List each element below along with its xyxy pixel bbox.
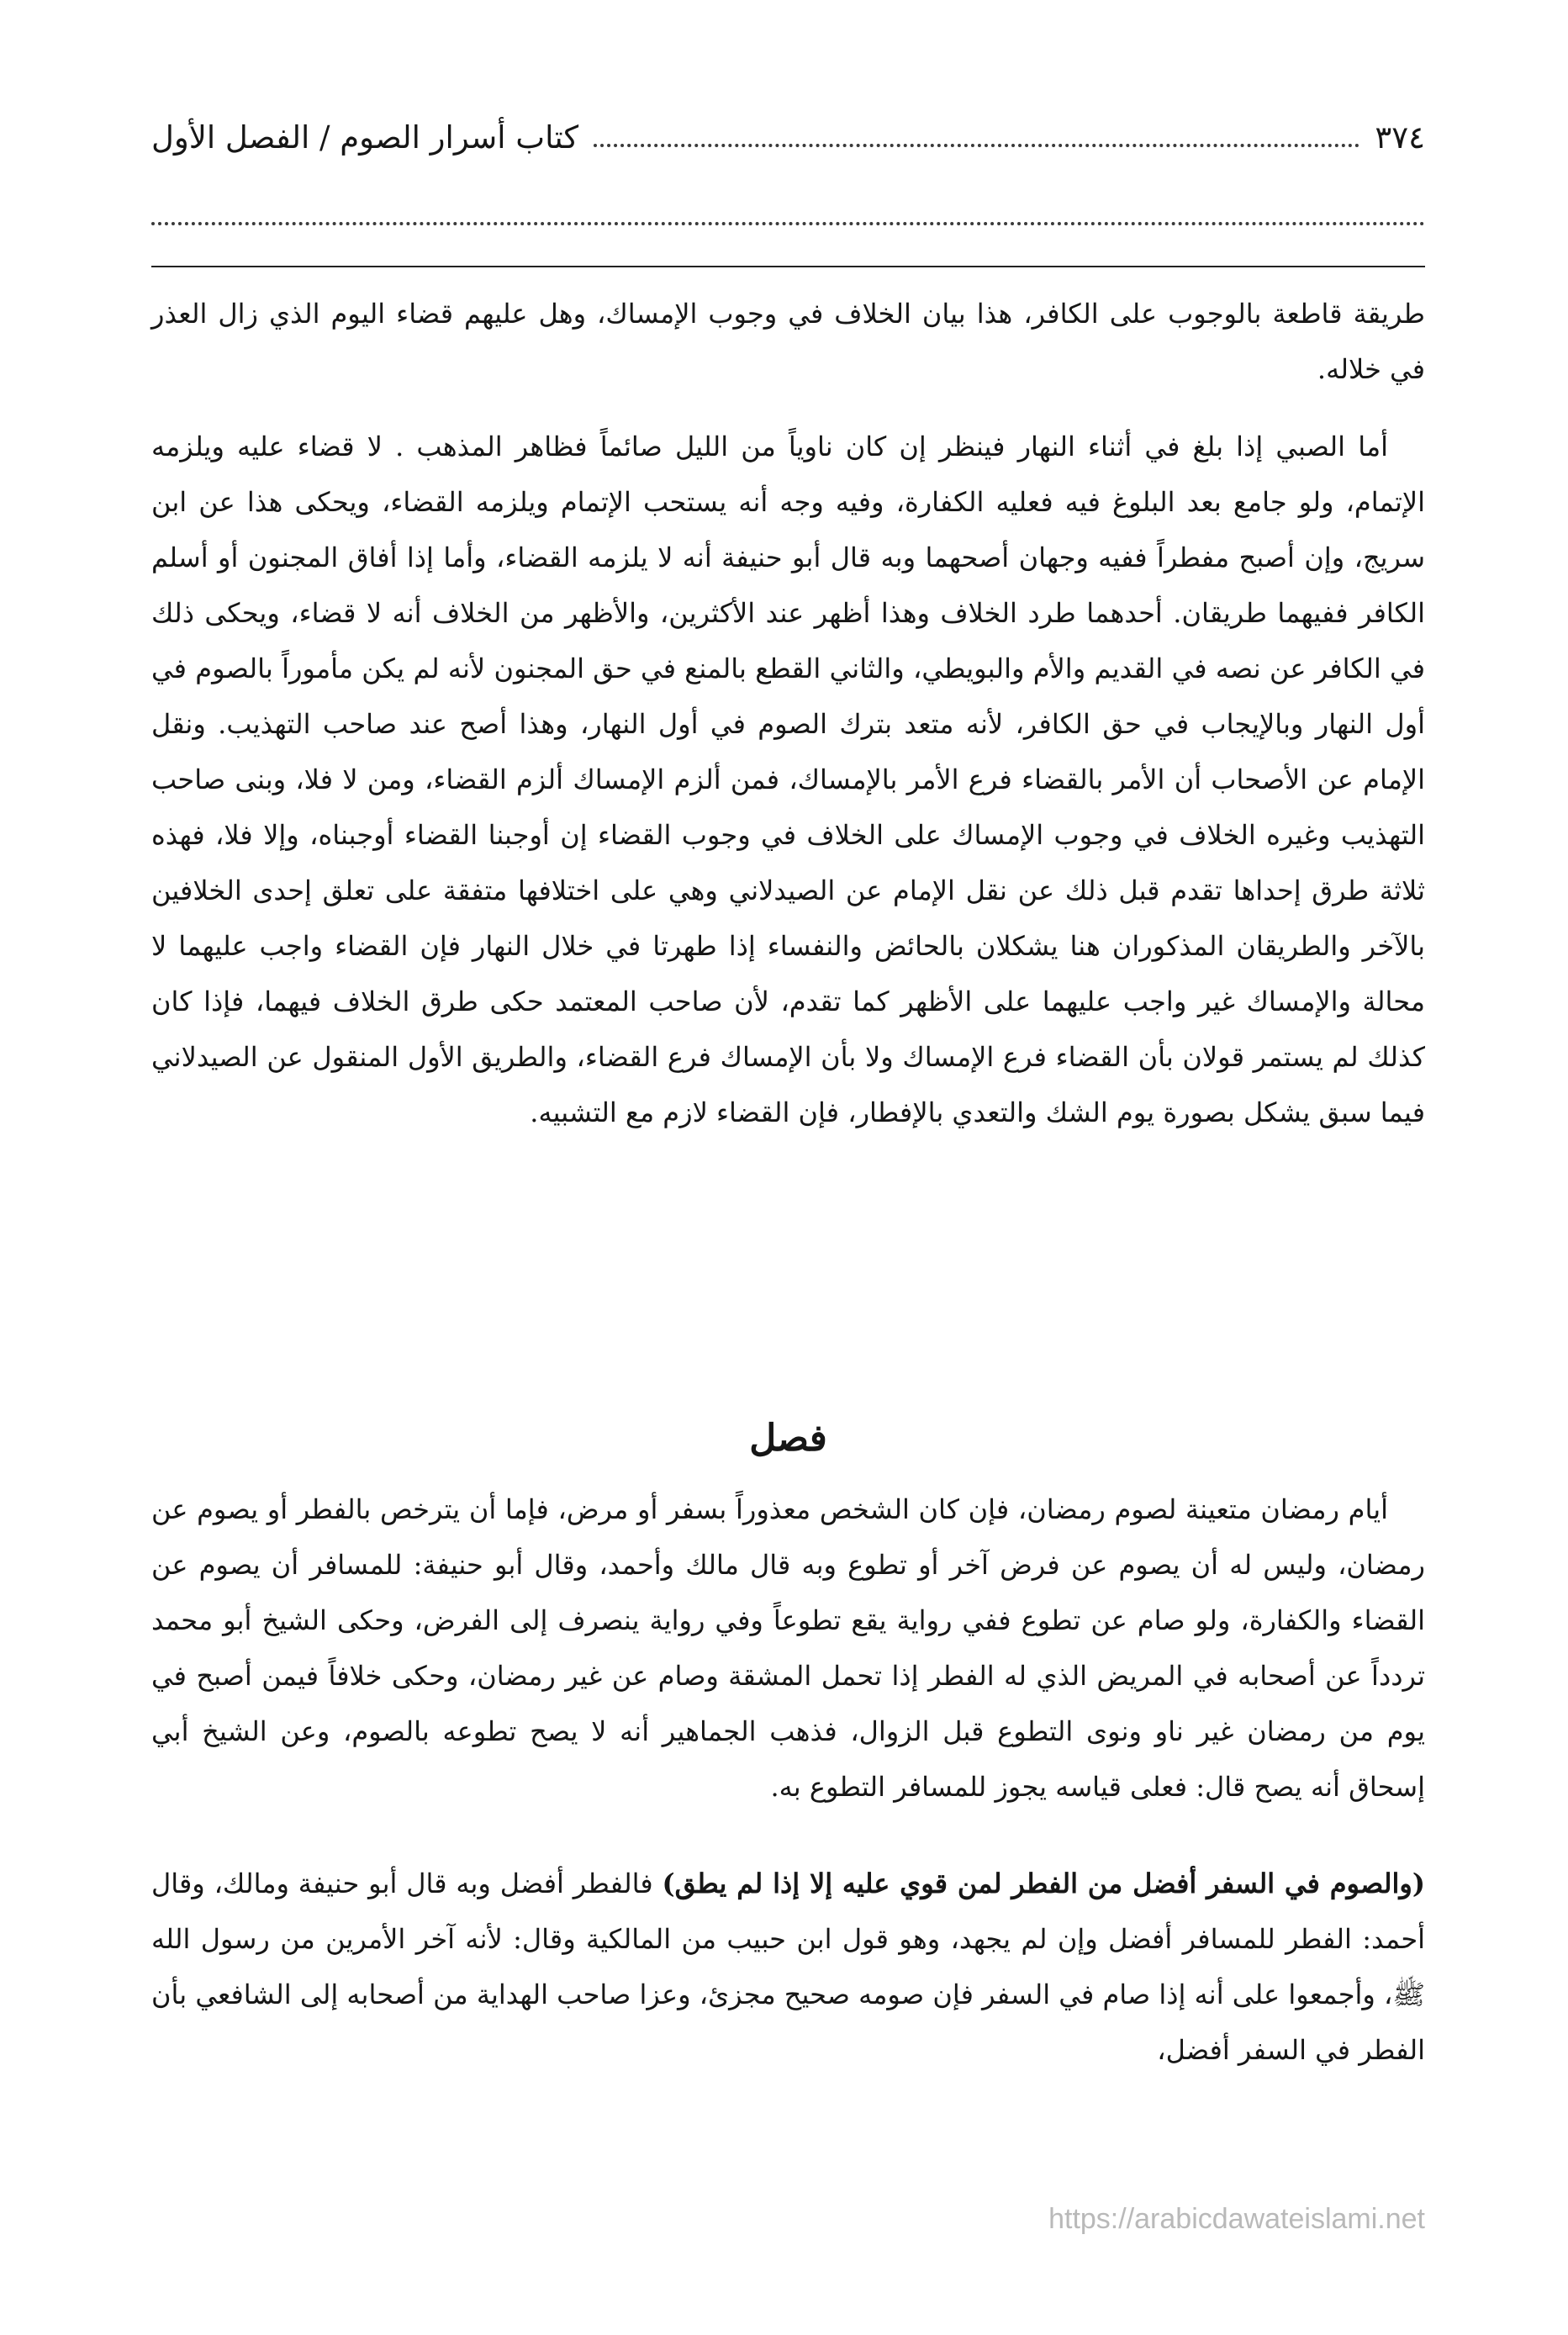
paragraph-4	[151, 1856, 1425, 2078]
chapter-title: كتاب أسرار الصوم / الفصل الأول	[151, 119, 579, 156]
paragraph-block	[151, 1856, 1425, 2078]
paragraph-3: أيام رمضان متعينة لصوم رمضان، فإن كان الشخص معذوراً بسفر أو مرض، فإما أن يترخص بالفطر أو يصوم عن رمضان، وليس له أن يصوم عن فرض آخر أو تطوع وبه قال مالك وأحمد، وقال أبو حنيفة: للمسافر أن يصوم عن القضاء والكفارة، ولو صام عن تطوع ففي رواية يقع تطوعاً وفي رواية ينصرف إلى الفرض، وحكى الشيخ أبو محمد تردداً عن أصحابه في المريض الذي له الفطر إذا تحمل المشقة وصام عن غير رمضان، وحكى خلافاً فيمن أصبح في يوم من رمضان غير ناو ونوى التطوع قبل الزوال، فذهب الجماهير أنه لا يصح تطوعه بالصوم، وعن الشيخ أبي إسحاق أنه يصح قال: فعلى قياسه يجوز للمسافر التطوع به.	[151, 1493, 1426, 1803]
paragraph-2: أما الصبي إذا بلغ في أثناء النهار فينظر إن كان ناوياً من الليل صائماً فظاهر المذهب . لا قضاء عليه ويلزمه الإتمام، ولو جامع بعد البلوغ فيه فعليه الكفارة، وفيه وجه أنه يستحب الإتمام ويلزمه القضاء، ويحكى هذا عن ابن سريج، وإن أصبح مفطراً ففيه وجهان أصحهما وبه قال أبو حنيفة أنه لا يلزمه القضاء، وأما إذا أفاق المجنون أو أسلم الكافر ففيهما طريقان. أحدهما طرد الخلاف وهذا أظهر عند الأكثرين، والأظهر من الخلاف أنه لا قضاء، ويحكى ذلك في الكافر عن نصه في القديم والأم والبويطي، والثاني القطع بالمنع في حق المجنون لأنه لم يكن مأموراً بالصوم في أول النهار وبالإيجاب في حق الكافر، لأنه متعد بترك الصوم في أول النهار، وهذا أصح عند صاحب التهذيب. ونقل الإمام عن الأصحاب أن الأمر بالقضاء فرع الأمر بالإمساك، فمن ألزم الإمساك ألزم القضاء، ومن لا فلا، وبنى صاحب التهذيب وغيره الخلاف في وجوب الإمساك على الخلاف في وجوب القضاء إن أوجبنا القضاء أوجبناه، وإلا فلا، فهذه ثلاثة طرق إحداها تقدم قبل ذلك عن نقل الإمام عن الصيدلاني وهي على اختلافها متفقة على تعلق إحدى الخلافين بالآخر والطريقان المذكوران هنا يشكلان بالحائض والنفساء إذا طهرتا في خلال النهار فإن القضاء واجب عليهما لا محالة والإمساك غير واجب عليهما على الأظهر كما تقدم، لأن صاحب المعتمد حكى طرق الخلاف فيهما، فإذا كان كذلك لم يستمر قولان بأن القضاء فرع الإمساك ولا بأن الإمساك فرع القضاء، والطريق الأول المنقول عن الصيدلاني فيما سبق يشكل بصورة يوم الشك والتعدي بالإفطار، فإن القضاء لازم مع التشبيه.	[151, 431, 1426, 1128]
matn-quote: (والصوم في السفر أفضل من الفطر لمن قوي عليه إلا إذا لم يطق)	[662, 1867, 1426, 1899]
source-watermark: https://arabicdawateislami.net	[1048, 2203, 1425, 2235]
paragraph-block	[151, 419, 1425, 1140]
paragraph-block	[151, 286, 1425, 397]
commentary-text: فالفطر أفضل وبه قال أبو حنيفة ومالك، وقال أحمد: الفطر للمسافر أفضل وإن لم يجهد، وهو قول ابن حبيب من المالكية وقال: لأنه آخر الأمرين من رسول الله ﷺ، وأجمعوا على أنه إذا صام في السفر فإن صومه صحيح مجزئ، وعزا صاحب الهداية من أصحابه إلى الشافعي بأن الفطر في السفر أفضل،	[151, 1867, 1426, 2066]
dotted-divider	[151, 222, 1425, 225]
running-header	[151, 108, 1425, 166]
section-heading: فصل	[749, 1417, 827, 1460]
paragraph-block	[151, 1482, 1425, 1815]
page-number: ٣٧٤	[1375, 119, 1425, 156]
solid-divider	[151, 266, 1425, 267]
header-dot-leader	[594, 144, 1359, 147]
paragraph-1: طريقة قاطعة بالوجوب على الكافر، هذا بيان الخلاف في وجوب الإمساك، وهل عليهم قضاء اليوم الذي زال العذر في خلاله.	[151, 298, 1425, 385]
